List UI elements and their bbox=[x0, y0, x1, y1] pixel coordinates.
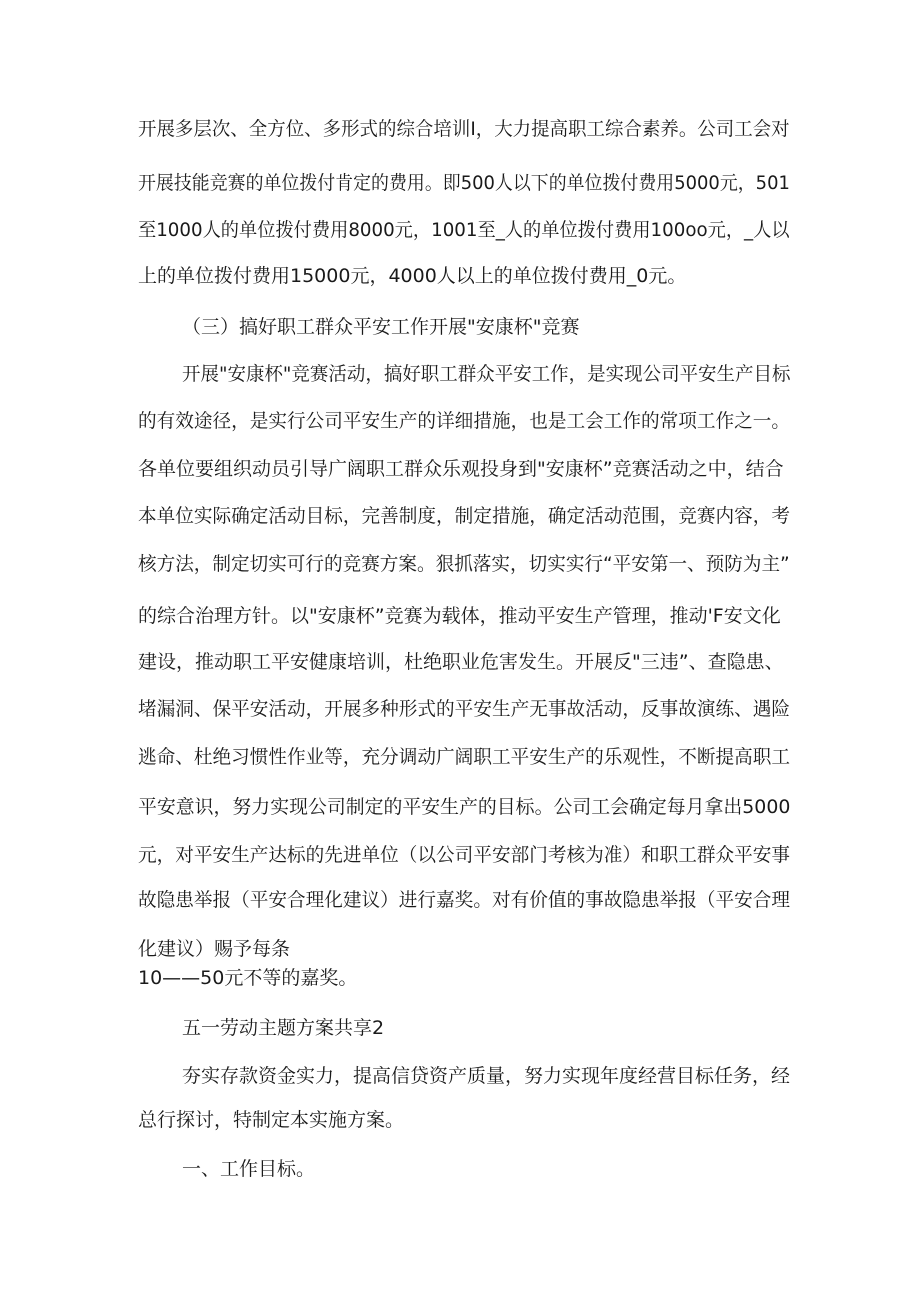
body-text-line: 夯实存款资金实力，提高信贷资产质量，努力实现年度经营目标任务，经 bbox=[182, 1065, 791, 1087]
body-text-line: 故隐患举报（平安合理化建议）进行嘉奖。对有价值的事故隐患举报（平安合理 bbox=[138, 889, 791, 911]
body-text-line: 逃命、杜绝习惯性作业等，充分调动广阔职工平安生产的乐观性，不断提高职工 bbox=[138, 746, 791, 768]
body-text-line: 上的单位拨付费用15000元，4000人以上的单位拨付费用_0元。 bbox=[138, 265, 687, 287]
body-text-line: 平安意识，努力实现公司制定的平安生产的目标。公司工会确定每月拿出5000 bbox=[138, 796, 791, 818]
body-text-line: 各单位要组织动员引导广阔职工群众乐观投身到"安康杯”竞赛活动之中，结合 bbox=[138, 458, 784, 480]
section-title: 五一劳动主题方案共享2 bbox=[182, 1017, 385, 1039]
body-text-line: 建设，推动职工平安健康培训，杜绝职业危害发生。开展反"三违”、查隐患、 bbox=[138, 651, 784, 673]
body-text-line: 开展"安康杯"竞赛活动，搞好职工群众平安工作，是实现公司平安生产目标 bbox=[182, 363, 791, 385]
body-text-line: 元，对平安生产达标的先进单位（以公司平安部门考核为准）和职工群众平安事 bbox=[138, 844, 791, 866]
body-text-line: 化建议）赐予每条 bbox=[138, 938, 291, 960]
body-text-line: 核方法，制定切实可行的竞赛方案。狠抓落实，切实实行“平安第一、预防为主” bbox=[138, 553, 790, 575]
body-text-line: 总行探讨，特制定本实施方案。 bbox=[138, 1109, 405, 1131]
body-text-line: 开展技能竞赛的单位拨付肯定的费用。即500人以下的单位拨付费用5000元，501 bbox=[138, 172, 790, 194]
body-text-line: 的有效途径，是实行公司平安生产的详细措施，也是工会工作的常项工作之一。 bbox=[138, 410, 791, 432]
section-heading: 一、工作目标。 bbox=[182, 1158, 316, 1180]
body-text-line: 至1000人的单位拨付费用8000元，1001至_人的单位拨付费用100oo元，_人以 bbox=[138, 219, 790, 241]
body-text-line: 本单位实际确定活动目标，完善制度，制定措施，确定活动范围，竞赛内容，考 bbox=[138, 505, 791, 527]
body-text-line: 堵漏洞、保平安活动，开展多种形式的平安生产无事故活动，反事故演练、遇险 bbox=[138, 698, 791, 720]
section-heading: （三）搞好职工群众平安工作开展"安康杯"竞赛 bbox=[182, 316, 580, 338]
body-text-line: 10——50元不等的嘉奖。 bbox=[138, 967, 358, 989]
body-text-line: 开展多层次、全方位、多形式的综合培训I，大力提高职工综合素养。公司工会对 bbox=[138, 118, 790, 140]
body-text-line: 的综合治理方针。以"安康杯”竞赛为载体，推动平安生产管理，推动'F安文化 bbox=[138, 605, 781, 627]
